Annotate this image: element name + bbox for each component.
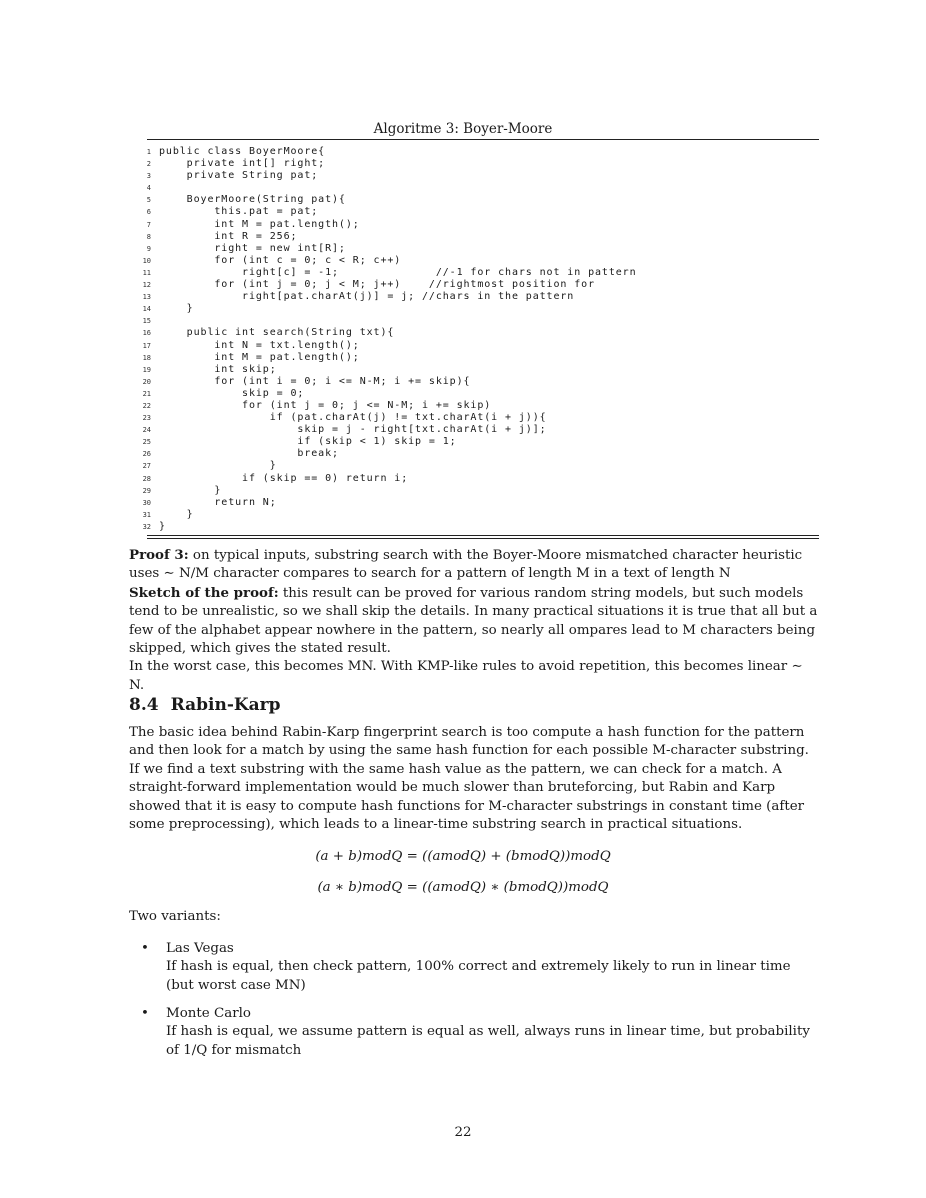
line-number: 18 xyxy=(142,353,151,362)
code-line xyxy=(133,267,823,279)
line-number: 28 xyxy=(142,474,151,483)
code-line xyxy=(133,412,823,424)
code-text: if (skip < 1) skip = 1; xyxy=(159,436,457,448)
line-number: 15 xyxy=(142,317,151,326)
code-text: int N = txt.length(); xyxy=(159,339,360,351)
code-line xyxy=(133,448,823,460)
proof-paragraph xyxy=(129,546,820,584)
variant-body: If hash is equal, then check pattern, 100% correct and extremely likely to run in linear time (but worst case MN) xyxy=(166,959,791,993)
code-text: int M = pat.length(); xyxy=(159,218,360,230)
line-number: 14 xyxy=(142,305,151,314)
code-text: right = new int[R]; xyxy=(159,242,346,254)
line-number: 7 xyxy=(146,220,151,229)
code-line xyxy=(133,170,823,182)
code-line xyxy=(133,279,823,291)
section-heading xyxy=(129,695,281,715)
code-text: skip = j - right[txt.charAt(i + j)]; xyxy=(159,424,547,436)
list-item xyxy=(141,940,822,995)
code-line xyxy=(133,436,823,448)
line-number: 24 xyxy=(142,426,151,435)
proof-label: Proof 3: xyxy=(129,547,189,563)
code-line xyxy=(133,364,823,376)
line-number: 13 xyxy=(142,293,151,302)
section-title: Rabin-Karp xyxy=(170,695,281,715)
code-line xyxy=(133,340,823,352)
line-number: 25 xyxy=(142,438,151,447)
line-number: 26 xyxy=(142,450,151,459)
code-text: public class BoyerMoore{ xyxy=(159,146,326,157)
code-text: for (int j = 0; j <= N-M; i += skip) xyxy=(159,399,492,411)
code-line xyxy=(133,219,823,231)
line-number: 4 xyxy=(146,184,151,193)
equation-1: (a + b)modQ = ((amodQ) + (bmodQ))modQ xyxy=(315,849,611,864)
code-text: right[pat.charAt(j)] = j; //chars in the pattern xyxy=(159,291,575,303)
sketch-text: this result can be proved for various random string models, but such models tend to be unrealistic, so we shall skip the details. In many practical situations it is true that all but a few of the alphabet appear nowhere in the pattern, so nearly all ompares lead to M characters being skipped, which gives the stated result. xyxy=(129,585,818,657)
line-number: 17 xyxy=(142,341,151,350)
line-number: 9 xyxy=(146,244,151,253)
line-number: 11 xyxy=(142,268,151,277)
line-number: 23 xyxy=(142,414,151,423)
code-text: int skip; xyxy=(159,363,277,375)
code-listing xyxy=(133,146,823,533)
code-line xyxy=(133,388,823,400)
code-text: private int[] right; xyxy=(159,158,326,170)
line-number: 20 xyxy=(142,377,151,386)
sketch-label: Sketch of the proof: xyxy=(129,584,279,601)
line-number: 5 xyxy=(146,196,151,205)
code-text: this.pat = pat; xyxy=(159,206,319,218)
code-bottom-rule xyxy=(147,535,819,536)
line-number: 27 xyxy=(142,462,151,471)
code-text: private String pat; xyxy=(159,170,319,182)
code-line xyxy=(133,485,823,497)
list-item xyxy=(141,1005,822,1060)
code-line xyxy=(133,497,823,509)
code-line xyxy=(133,315,823,327)
code-line xyxy=(133,182,823,194)
equation-2: (a ∗ b)modQ = ((amodQ) ∗ (bmodQ))modQ xyxy=(317,880,609,895)
bullet-icon: • xyxy=(141,941,149,956)
intro-paragraph: The basic idea behind Rabin-Karp fingerprint search is too compute a hash function for the pattern and then look for a match by using the same hash function for each possible M-character substring. If we find a text substring with the same hash value as the pattern, we can check for a match. A straight-forward implementation would be much slower than bruteforcing, but Rabin and Karp showed that it is easy to compute hash functions for M-character substrings in constant time (after some preprocessing), which leads to a linear-time substring search in practical situations. xyxy=(129,725,809,833)
line-number: 21 xyxy=(142,389,151,398)
code-line xyxy=(133,460,823,472)
line-number: 1 xyxy=(146,148,151,156)
code-text: } xyxy=(159,484,222,496)
code-line xyxy=(133,473,823,485)
code-text: return N; xyxy=(159,496,277,508)
code-line xyxy=(133,521,823,533)
code-line xyxy=(133,231,823,243)
algorithm-caption: Algoritme 3: Boyer-Moore xyxy=(373,121,553,137)
code-line xyxy=(133,243,823,255)
code-line xyxy=(133,255,823,267)
code-text: } xyxy=(159,303,194,315)
code-line xyxy=(133,194,823,206)
worst-case-paragraph: In the worst case, this becomes MN. With KMP-like rules to avoid repetition, this becomes linear ∼ N. xyxy=(129,659,803,693)
line-number: 10 xyxy=(142,256,151,265)
code-line xyxy=(133,376,823,388)
line-number: 19 xyxy=(142,365,151,374)
line-number: 31 xyxy=(142,510,151,519)
variants-label: Two variants: xyxy=(129,909,221,924)
line-number: 32 xyxy=(142,522,151,531)
code-text: BoyerMoore(String pat){ xyxy=(159,194,346,206)
line-number: 6 xyxy=(146,208,151,217)
bullet-icon: • xyxy=(141,1006,149,1021)
code-line xyxy=(133,352,823,364)
code-bottom-rule-2 xyxy=(147,538,819,539)
variant-title: Las Vegas xyxy=(166,941,234,956)
code-line xyxy=(133,424,823,436)
variant-body: If hash is equal, we assume pattern is equal as well, always runs in linear time, but probability of 1/Q for mismatch xyxy=(166,1024,810,1058)
code-line xyxy=(133,303,823,315)
line-number: 22 xyxy=(142,401,151,410)
code-text: if (pat.charAt(j) != txt.charAt(i + j)){ xyxy=(159,412,547,424)
code-text: skip = 0; xyxy=(159,387,305,399)
line-number: 2 xyxy=(146,160,151,169)
code-line xyxy=(133,158,823,170)
code-line xyxy=(133,206,823,218)
code-line xyxy=(133,509,823,521)
code-text: if (skip == 0) return i; xyxy=(159,472,409,484)
line-number: 16 xyxy=(142,329,151,338)
code-line xyxy=(133,146,823,158)
proof-text: on typical inputs, substring search with the Boyer-Moore mismatched character heuristic uses ∼ N/M character compares to search for a pattern of length M in a text of length N xyxy=(129,548,803,582)
code-line xyxy=(133,327,823,339)
caption-rule xyxy=(147,139,819,140)
code-text: int R = 256; xyxy=(159,230,298,242)
line-number: 8 xyxy=(146,232,151,241)
code-text: } xyxy=(159,460,277,472)
variant-title: Monte Carlo xyxy=(166,1006,251,1021)
code-text: break; xyxy=(159,448,339,460)
code-line xyxy=(133,400,823,412)
section-number: 8.4 xyxy=(129,695,159,715)
code-line xyxy=(133,291,823,303)
code-text: for (int i = 0; i <= N-M; i += skip){ xyxy=(159,375,471,387)
code-text: } xyxy=(159,508,194,520)
code-text: for (int c = 0; c < R; c++) xyxy=(159,254,402,266)
line-number: 29 xyxy=(142,486,151,495)
code-text: } xyxy=(159,520,166,532)
code-text: int M = pat.length(); xyxy=(159,351,360,363)
code-text: right[c] = -1; //-1 for chars not in pattern xyxy=(159,266,637,278)
page-number: 22 xyxy=(454,1125,472,1140)
line-number: 12 xyxy=(142,281,151,290)
code-text: for (int j = 0; j < M; j++) //rightmost position for xyxy=(159,279,595,291)
sketch-paragraph xyxy=(129,584,820,659)
line-number: 3 xyxy=(146,172,151,181)
code-text: public int search(String txt){ xyxy=(159,327,395,339)
proof-block xyxy=(129,546,820,695)
line-number: 30 xyxy=(142,498,151,507)
